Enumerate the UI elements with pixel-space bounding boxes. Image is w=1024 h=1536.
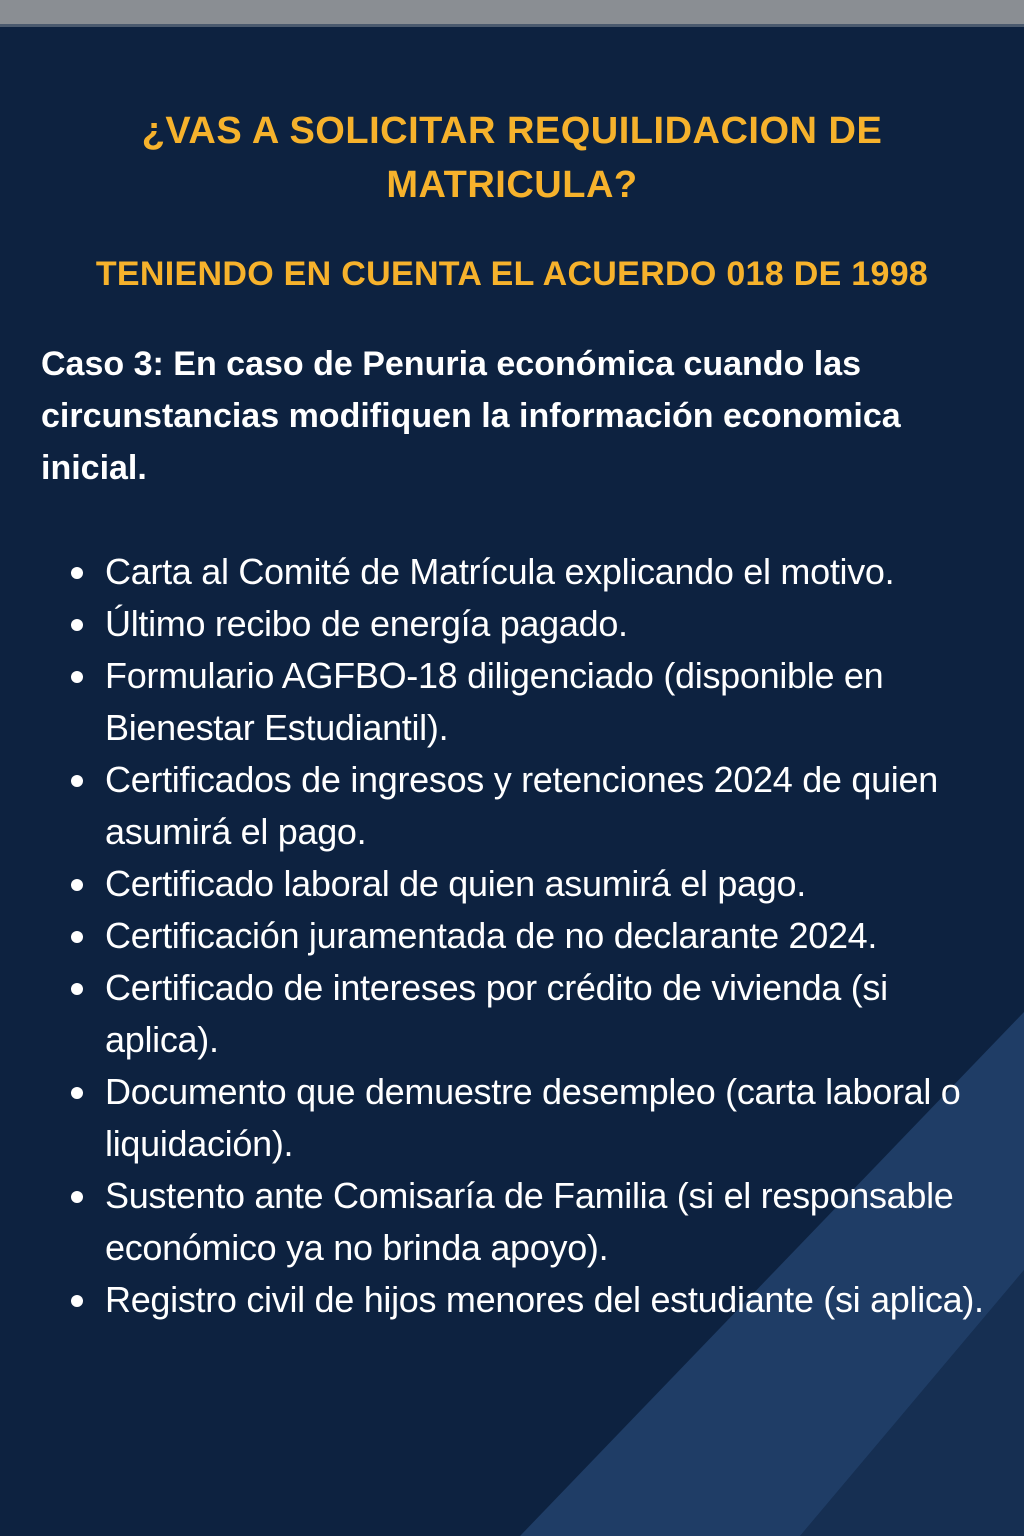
list-item-text: Documento que demuestre desempleo (carta laboral o liquidación). (105, 1071, 961, 1164)
case-heading: Caso 3: En caso de Penuria económica cuando las circunstancias modifiquen la información economica inicial. (41, 345, 901, 487)
list-item-text: Sustento ante Comisaría de Familia (si el responsable económico ya no brinda apoyo). (105, 1175, 954, 1268)
bullet-icon (71, 1191, 83, 1203)
list-item (68, 1170, 988, 1274)
bullet-icon (71, 567, 83, 579)
list-item-text: Certificados de ingresos y retenciones 2024 de quien asumirá el pago. (105, 759, 938, 852)
bullet-icon (71, 619, 83, 631)
bullet-icon (71, 983, 83, 995)
bullet-icon (71, 931, 83, 943)
list-item-text: Certificado laboral de quien asumirá el pago. (105, 863, 806, 904)
bullet-icon (71, 1295, 83, 1307)
list-item (68, 650, 988, 754)
bullet-icon (71, 671, 83, 683)
list-item-text: Formulario AGFBO-18 diligenciado (disponible en Bienestar Estudiantil). (105, 655, 884, 748)
list-item (68, 546, 988, 598)
list-item-text: Registro civil de hijos menores del estudiante (si aplica). (105, 1279, 984, 1320)
list-item (68, 910, 988, 962)
page-title: ¿VAS A SOLICITAR REQUILIDACION DE MATRICULA? (141, 110, 883, 206)
bullet-icon (71, 879, 83, 891)
list-item-text: Último recibo de energía pagado. (105, 603, 628, 644)
list-item (68, 598, 988, 650)
list-item-text: Certificado de intereses por crédito de vivienda (si aplica). (105, 967, 888, 1060)
list-item (68, 858, 988, 910)
list-item (68, 962, 988, 1066)
list-item (68, 1066, 988, 1170)
bullet-icon (71, 1087, 83, 1099)
page-subtitle: TENIENDO EN CUENTA EL ACUERDO 018 DE 1998 (95, 255, 929, 293)
list-item (68, 754, 988, 858)
list-item (68, 1274, 988, 1326)
list-item-text: Certificación juramentada de no declarante 2024. (105, 915, 878, 956)
list-item-text: Carta al Comité de Matrícula explicando el motivo. (105, 551, 895, 592)
bullet-icon (71, 775, 83, 787)
requirements-list (68, 546, 988, 1326)
